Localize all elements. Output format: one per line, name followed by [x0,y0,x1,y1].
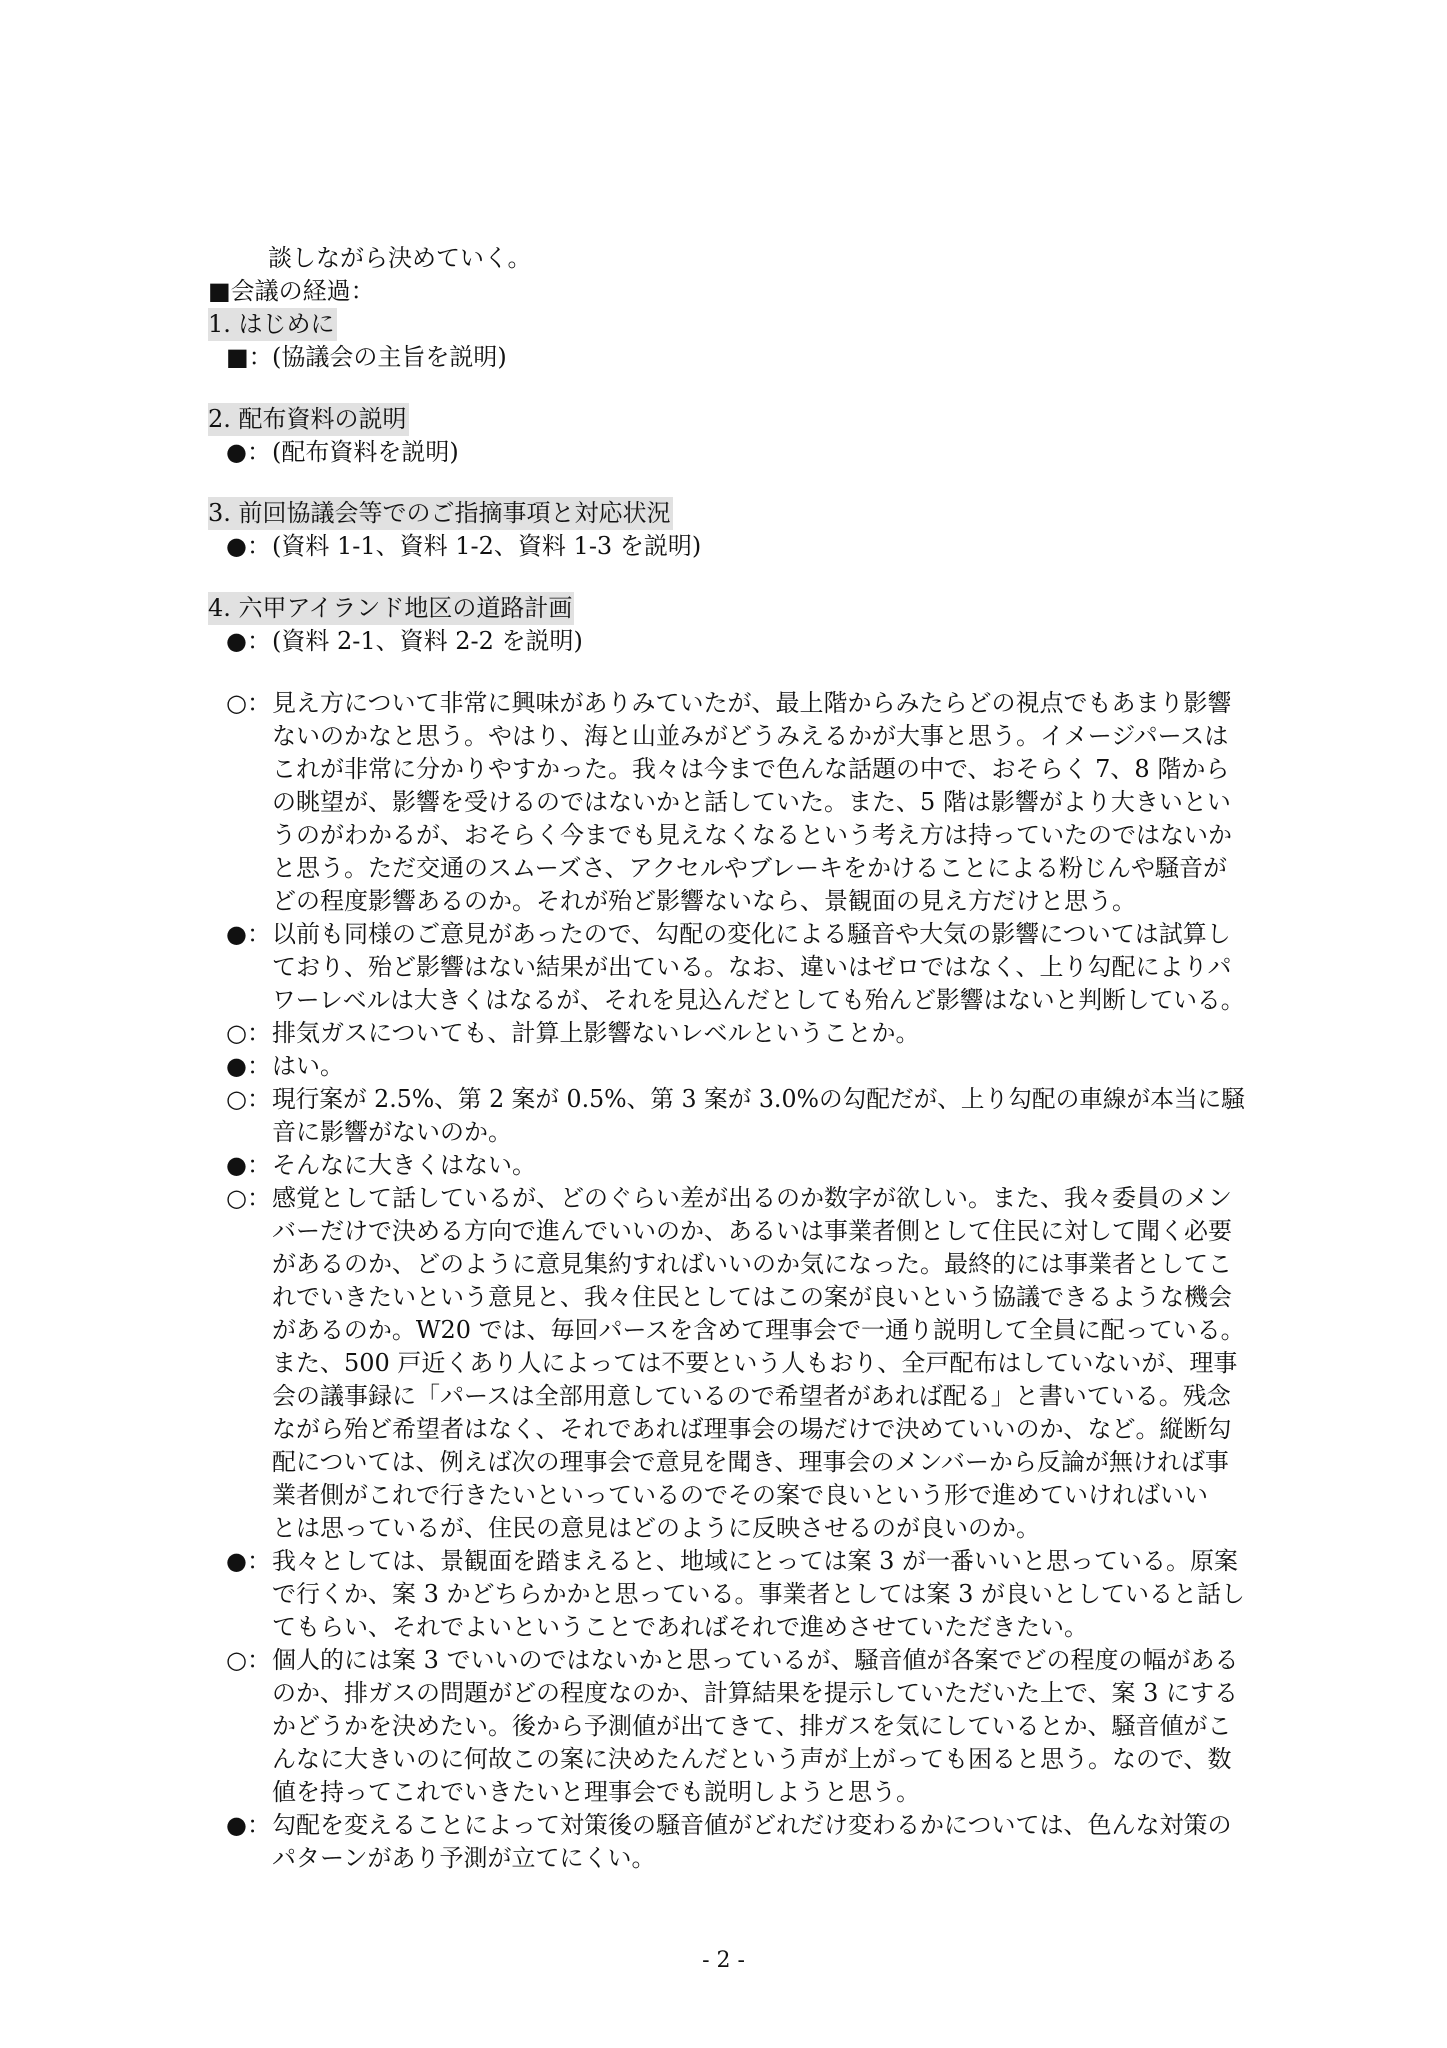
dialogue-line [0,1644,1447,1677]
item-4-note [0,625,1447,658]
dialogue-line [0,1842,1447,1875]
speaker-mark: ●： [226,1052,271,1080]
dialogue-text: ワーレベルは大きくはなるが、それを見込んだとしても殆んど影響はないと判断している。 [272,986,1245,1014]
dialogue-line [0,819,1447,852]
dialogue-line [0,1446,1447,1479]
item-1-heading: 1. はじめに [208,308,337,341]
speaker-mark: ●： [226,438,271,466]
dialogue-line [0,1116,1447,1149]
dialogue-text: バーだけで決める方向で進んでいいのか、あるいは事業者側として住民に対して聞く必要 [272,1217,1232,1245]
item-2-note [0,436,1447,469]
dialogue-text: の眺望が、影響を受けるのではないかと話していた。また、5 階は影響がより大きいとい [272,788,1231,816]
dialogue-text: 配については、例えば次の理事会で意見を聞き、理事会のメンバーから反論が無ければ事 [272,1448,1229,1476]
dialogue-line [0,786,1447,819]
dialogue-line [0,1776,1447,1809]
dialogue-text: があるのか。W20 では、毎回パースを含めて理事会で一通り説明して全員に配っている。 [272,1316,1245,1344]
dialogue-text: 我々としては、景観面を踏まえると、地域にとっては案 3 が一番いいと思っている。原案 [272,1547,1239,1575]
speaker-mark: ●： [226,532,271,560]
dialogue-text: 以前も同様のご意見があったので、勾配の変化による騒音や大気の影響については試算し [272,920,1231,948]
dialogue-text: んなに大きいのに何故この案に決めたんだという声が上がっても困ると思う。なので、数 [272,1745,1232,1773]
intro-continuation-line [0,242,1447,275]
dialogue-line [0,1512,1447,1545]
dialogue-line [0,1215,1447,1248]
dialogue-line [0,1050,1447,1083]
dialogue-text: 勾配を変えることによって対策後の騒音値がどれだけ変わるかについては、色んな対策の [272,1811,1232,1839]
dialogue-text: 音に影響がないのか。 [272,1118,512,1146]
item-3-note-text: (資料 1-1、資料 1-2、資料 1-3 を説明) [272,532,702,560]
item-4-note-text: (資料 2-1、資料 2-2 を説明) [272,627,583,655]
dialogue-line [0,1413,1447,1446]
dialogue-text: どの程度影響あるのか。それが殆ど影響ないなら、景観面の見え方だけと思う。 [272,887,1136,915]
dialogue-line [0,1809,1447,1842]
speaker-mark: ●： [226,1811,271,1839]
dialogue-text: 個人的には案 3 でいいのではないかと思っているが、騒音値が各案でどの程度の幅がある [272,1646,1239,1674]
dialogue-line [0,918,1447,951]
dialogue-line [0,720,1447,753]
dialogue-text: 業者側がこれで行きたいといっているのでその案で良いという形で進めていければいい [272,1481,1208,1509]
item-2-heading-line [0,403,1447,436]
dialogue-text: 見え方について非常に興味がありみていたが、最上階からみたらどの視点でもあまり影響 [272,689,1232,717]
item-1-heading-line [0,308,1447,341]
dialogue-line [0,1083,1447,1116]
dialogue-text: とは思っているが、住民の意見はどのように反映させるのが良いのか。 [272,1514,1040,1542]
item-1-note-text: (協議会の主旨を説明) [272,343,507,371]
dialogue-line [0,1017,1447,1050]
speaker-mark: ●： [226,627,271,655]
item-4-heading: 4. 六甲アイランド地区の道路計画 [208,592,574,625]
dialogue-line [0,1743,1447,1776]
page-number: - 2 - [702,1948,745,1973]
dialogue-text: 排気ガスについても、計算上影響ないレベルということか。 [272,1019,920,1047]
dialogue-line [0,1248,1447,1281]
dialogue-text: てもらい、それでよいということであればそれで進めさせていただきたい。 [272,1613,1088,1641]
speaker-mark: ○： [226,1184,271,1212]
dialogue-line [0,885,1447,918]
dialogue-text: ながら殆ど希望者はなく、それであれば理事会の場だけで決めていいのか、など。縦断勾 [272,1415,1232,1443]
intro-continuation: 談しながら決めていく。 [268,244,532,272]
dialogue-text: ないのかなと思う。やはり、海と山並みがどうみえるかが大事と思う。イメージパースは [272,722,1229,750]
item-1-note [0,341,1447,374]
dialogue-line [0,1479,1447,1512]
speaker-mark: ○： [226,1019,271,1047]
dialogue-text: れでいきたいという意見と、我々住民としてはこの案が良いという協議できるような機会 [272,1283,1232,1311]
dialogue-line [0,984,1447,1017]
dialogue-text: と思う。ただ交通のスムーズさ、アクセルやブレーキをかけることによる粉じんや騒音が [272,854,1227,882]
dialogue-line [0,1611,1447,1644]
item-3-note [0,530,1447,563]
section-heading: ■会議の経過： [208,277,375,305]
speaker-mark: ●： [226,1547,271,1575]
dialogue-text: 値を持ってこれでいきたいと理事会でも説明しようと思う。 [272,1778,920,1806]
section-heading-line [0,275,1447,308]
dialogue-line [0,1545,1447,1578]
dialogue-line [0,1314,1447,1347]
item-3-heading-line [0,497,1447,530]
dialogue-text: があるのか、どのように意見集約すればいいのか気になった。最終的には事業者としてこ [272,1250,1232,1278]
item-2-heading: 2. 配布資料の説明 [208,403,409,436]
dialogue-text: のか、排ガスの問題がどの程度なのか、計算結果を提示していただいた上で、案 3 にする [272,1679,1239,1707]
dialogue-text: パターンがあり予測が立てにくい。 [272,1844,656,1872]
dialogue-line [0,1281,1447,1314]
speaker-mark: ■： [226,343,273,371]
item-3-heading: 3. 前回協議会等でのご指摘事項と対応状況 [208,497,673,530]
speaker-mark: ○： [226,689,271,717]
dialogue-text: ており、殆ど影響はない結果が出ている。なお、違いはゼロではなく、上り勾配によりパ [272,953,1232,981]
dialogue-line [0,1380,1447,1413]
dialogue-line [0,1149,1447,1182]
item-2-note-text: (配布資料を説明) [272,438,459,466]
speaker-mark: ●： [226,1151,271,1179]
dialogue-line [0,1710,1447,1743]
dialogue-text: 感覚として話しているが、どのぐらい差が出るのか数字が欲しい。また、我々委員のメン [272,1184,1232,1212]
item-4-heading-line [0,592,1447,625]
dialogue-line [0,1347,1447,1380]
dialogue-text: また、500 戸近くあり人によっては不要という人もおり、全戸配布はしていないが、理事 [272,1349,1238,1377]
speaker-mark: ○： [226,1646,271,1674]
dialogue-text: かどうかを決めたい。後から予測値が出てきて、排ガスを気にしているとか、騒音値がこ [272,1712,1232,1740]
dialogue-line [0,753,1447,786]
speaker-mark: ○： [226,1085,271,1113]
dialogue-line [0,1578,1447,1611]
dialogue-text: そんなに大きくはない。 [272,1151,536,1179]
dialogue-line [0,951,1447,984]
dialogue-line [0,687,1447,720]
dialogue-text: 会の議事録に「パースは全部用意しているので希望者があれば配る」と書いている。残念 [272,1382,1231,1410]
dialogue-line [0,1182,1447,1215]
dialogue-text: で行くか、案 3 かどちらかかと思っている。事業者としては案 3 が良いとしていると話し [272,1580,1246,1608]
dialogue-text: はい。 [272,1052,344,1080]
dialogue-line [0,852,1447,885]
dialogue-line [0,1677,1447,1710]
dialogue-text: 現行案が 2.5%、第 2 案が 0.5%、第 3 案が 3.0%の勾配だが、上り勾配の車線が本当に騒 [272,1085,1245,1113]
speaker-mark: ●： [226,920,271,948]
dialogue-text: うのがわかるが、おそらく今までも見えなくなるという考え方は持っていたのではないか [272,821,1232,849]
dialogue-text: これが非常に分かりやすかった。我々は今まで色んな話題の中で、おそらく 7、8 階から [272,755,1230,783]
